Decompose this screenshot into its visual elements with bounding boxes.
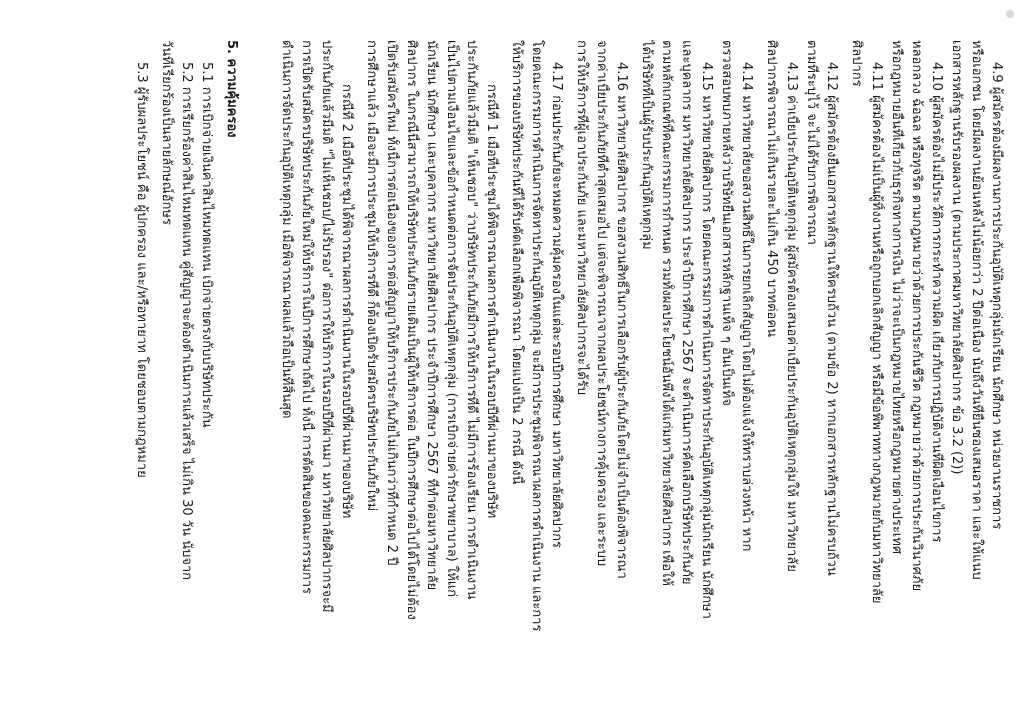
text-line: 5.3 ผู้รับผลประโยชน์ คือ ผู้ปกครอง และ/หรือทายาท โดยชอบตามกฎหมาย [134, 62, 149, 478]
text-line: การเปิดรับสมัครบริษัทประกันภัยใหม่ให้บริการในปีการศึกษาถัดไป ทั้งนี้ การตัดสินของคณะกรรมการ [299, 40, 314, 595]
text-line: 4.13 ค่าเบี้ยประกันอุบัติเหตุกลุ่ม ผู้สมัครต้องเสนอค่าเบี้ยประกันอุบัติเหตุกลุ่มให้ มหาวิทยาลัย [784, 62, 799, 572]
text-line: 5.2 การเรียกร้องค่าสินไหมทดแทน คู่สัญญาจะต้องดำเนินการแล้วเสร็จ ไม่เกิน 30 วัน นับจาก [179, 62, 194, 580]
text-line: หรือเอกชน โดยมีผลงานย้อนหลังไม่น้อยกว่า 2 ปีต่อเนื่อง นับถึงวันที่ยื่นซองเสนอราคา และให้แนบ [969, 40, 984, 580]
text-line: เอกสารหลักฐานรับรองผลงาน (ตามประกาศมหาวิทยาลัยศิลปากร ข้อ 3.2 (2)) [949, 40, 964, 475]
text-line: ได้บริษัทที่เป็นผู้รับประกันอุบัติเหตุกลุ่ม [639, 40, 654, 250]
text-line: ประกันภัยแล้วมีมติ "เห็นชอบ" ว่าบริษัทประกันภัยมีการให้บริการที่ดี ไม่มีการร้องเรียน การดำเนินงาน [464, 40, 479, 600]
text-line: หลอกลวง ฉ้อฉล หรือทุจริต ตามกฎหมายว่าด้วยการประกันชีวิต กฎหมายว่าด้วยการประกันวินาศภัย [909, 40, 924, 592]
text-line: ดำเนินการจัดประกันอุบัติเหตุกลุ่ม เมื่อพิจารณาผลแล้วถือเป็นที่สิ้นสุด [279, 40, 294, 419]
text-line: ประกันภัยแล้วมีมติ "ไม่เห็นชอบ/ไม่รับรอง" ต่อการให้บริการในรอบปีที่ผ่านมา มหาวิทยาลัยศิลปากรจะมี [319, 40, 334, 613]
text-line: 4.14 มหาวิทยาลัยขอสงวนสิทธิ์ในการยกเลิกสัญญาโดยไม่ต้องแจ้งให้ทราบล่วงหน้า หาก [739, 62, 754, 552]
text-line: หรือกฎหมายอื่นที่เกี่ยวกับธุรกิจทางการเงิน ไม่ว่าจะเป็นกฎหมายไทยหรือกฎหมายต่างประเทศ [889, 40, 904, 555]
text-line: 4.11 ผู้สมัครต้องไม่เป็นผู้ทิ้งงานหรือถูกบอกเลิกสัญญา หรือมีข้อพิพาททางกฎหมายกับมหาวิทยาลัย [869, 62, 884, 604]
text-line: นักเรียน นักศึกษา และบุคลากร มหาวิทยาลัยศิลปากร ประจำปีการศึกษา 2567 ที่ทำต่อมหาวิทยาลัย [424, 40, 439, 591]
text-line: เป็นไปตามเงื่อนไขและข้อกำหนดต่อการจัดประกันอุบัติเหตุกลุ่ม (การเบิกจ่ายค่ารักษาพยาบาล) ให้แก่ [444, 40, 459, 598]
text-line: ตามที่ระบุไว้ จะไม่ได้รับการพิจารณา [804, 40, 819, 245]
text-line: ศิลปากรพิจารณาไม่เกินรายละไม่เกิน 450 บาทต่อคน [764, 40, 779, 337]
text-line: กรณีที่ 1 เมื่อที่ประชุมได้พิจารณาผลการดำเนินงานในรอบปีที่ผ่านมาของบริษัท [484, 84, 499, 519]
text-line: การศึกษาแล้ว เมื่อจะมีการประชุมให้บริการที่ดี ก็ต้องเปิดรับสมัครบริษัทประกันภัยใหม่ [364, 40, 379, 512]
text-line: ให้บริการของบริษัทประกันที่ได้รับคัดเลือกเพื่อพิจารณา โดยแบ่งเป็น 2 กรณี ดังนี้ [509, 40, 524, 485]
text-line: โดยคณะกรรมการดำเนินการจัดหาประกันอุบัติเหตุกลุ่ม จะมีการประชุมพิจารณาผลการดำเนินงาน และการ [529, 40, 544, 632]
text-line: ศิลปากร [849, 40, 864, 87]
text-line: 4.16 มหาวิทยาลัยศิลปากร ขอสงวนสิทธิ์ในการเลือกรับผู้ประกันภัยโดยไม่จำเป็นต้องพิจารณา [614, 62, 629, 579]
text-line: 4.12 ผู้สมัครต้องยื่นเอกสารหลักฐานให้ครบถ้วน (ตามข้อ 2) หากเอกสารหลักฐานไม่ครบถ้วน [824, 62, 839, 576]
text-line: การให้บริการที่ผู้เอาประกันภัย และมหาวิทยาลัยศิลปากรจะได้รับ [574, 40, 589, 396]
text-line: กรณีที่ 2 เมื่อที่ประชุมได้พิจารณาผลการดำเนินงานในรอบปีที่ผ่านมาของบริษัท [339, 84, 354, 519]
section-heading: 5. ความคุ้มครอง [224, 40, 239, 138]
text-line: ตามหลักเกณฑ์ที่คณะกรรมการกำหนด รวมทั้งผลประโยชน์อันพึงได้แก่มหาวิทยาลัยศิลปากร เพื่อให้ [659, 40, 674, 586]
text-line: ตรวจสอบพบภายหลังว่าบริษัทยื่นเอกสารหลักฐานเท็จ ๆ อันเป็นเท็จ [719, 40, 734, 406]
text-line: 4.9 ผู้สมัครต้องมีผลงานการประกันอุบัติเหตุกลุ่มนักเรียน นักศึกษา หน่วยงานราชการ [989, 62, 1004, 530]
text-line: 5.1 การเบิกจ่ายเงินค่าสินไหมทดแทน เบิกจ่ายตรงกับบริษัทประกัน [199, 62, 214, 428]
text-line: 4.15 มหาวิทยาลัยศิลปากร โดยคณะกรรมการดำเนินการจัดหาประกันอุบัติเหตุกลุ่มนักเรียน นักศึกษา [699, 62, 714, 619]
text-line: วันที่เรียกร้องเป็นลายลักษณ์อักษร [159, 40, 174, 225]
text-line: และบุคลากร มหาวิทยาลัยศิลปากร ประจำปีการศึกษา 2567 จะดำเนินการคัดเลือกบริษัทประกันภัย [679, 40, 694, 585]
text-line: 4.17 ก่อนประกันภัยจะหมดความคุ้มครองในแต่ละรอบปีการศึกษา มหาวิทยาลัยศิลปากร [549, 62, 564, 548]
text-line: ศิลปากร ในกรณีนี้สามารถให้บริษัทประกันภัยรายเดิมเป็นผู้ให้บริการต่อ ในปีการศึกษาต่อไปได้โดยไม่ต้อง [404, 40, 419, 620]
page-corner-mark [1006, 10, 1014, 18]
text-line: เปิดรับสมัครใหม่ ทั้งนี้การต่อเนื่องของการต่อสัญญาให้บริการประกันภัยไม่เกินกว่าที่กำหนด 2 ปี [384, 40, 399, 566]
text-line: จากค่าเบี้ยประกันภัยที่ต่ำสุดเสมอไป แต่จะพิจารณาจากผลประโยชน์ทางการคุ้มครอง และระบบ [594, 40, 609, 567]
text-line: 4.10 ผู้สมัครต้องไม่มีประวัติการกระทำความผิด เกี่ยวกับการปฏิบัติงานที่ผิดเงื่อนไขการ [929, 62, 944, 543]
